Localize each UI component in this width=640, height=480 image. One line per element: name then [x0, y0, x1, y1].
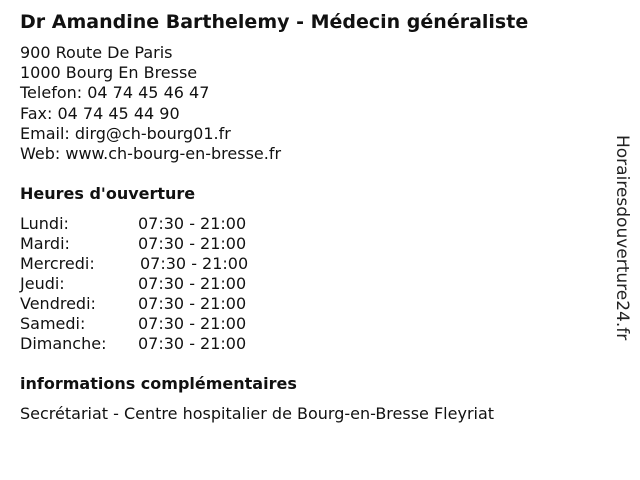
time-range: 07:30 - 21:00: [140, 254, 249, 273]
additional-info-heading: informations complémentaires: [20, 374, 297, 393]
address-street: 900 Route De Paris: [20, 43, 173, 62]
day-label: Samedi:: [20, 314, 86, 333]
page-title: Dr Amandine Barthelemy - Médecin généraliste: [20, 11, 529, 33]
day-label: Mercredi:: [20, 254, 95, 273]
time-range: 07:30 - 21:00: [138, 314, 247, 333]
additional-info-text: Secrétariat - Centre hospitalier de Bourg-en-Bresse Fleyriat: [20, 404, 495, 423]
day-label: Dimanche:: [20, 334, 107, 353]
address-city: 1000 Bourg En Bresse: [20, 63, 198, 83]
time-range: 07:30 - 21:00: [138, 234, 247, 253]
fax-number: Fax: 04 74 45 44 90: [20, 103, 180, 123]
time-range: 07:30 - 21:00: [138, 294, 247, 313]
day-label: Jeudi:: [20, 274, 65, 293]
day-label: Vendredi:: [20, 294, 96, 313]
opening-hours-heading: Heures d'ouverture: [20, 184, 196, 203]
contact-block: [20, 43, 281, 164]
site-watermark: Horairesdouverture24.fr: [612, 135, 632, 341]
phone-number: Telefon: 04 74 45 46 47: [20, 83, 210, 103]
time-range: 07:30 - 21:00: [138, 274, 247, 293]
time-range: 07:30 - 21:00: [138, 214, 247, 233]
time-range: 07:30 - 21:00: [138, 334, 247, 353]
website: Web: www.ch-bourg-en-bresse.fr: [20, 144, 282, 164]
day-label: Lundi:: [20, 214, 69, 233]
day-label: Mardi:: [20, 234, 70, 253]
email-address: Email: dirg@ch-bourg01.fr: [20, 123, 231, 143]
